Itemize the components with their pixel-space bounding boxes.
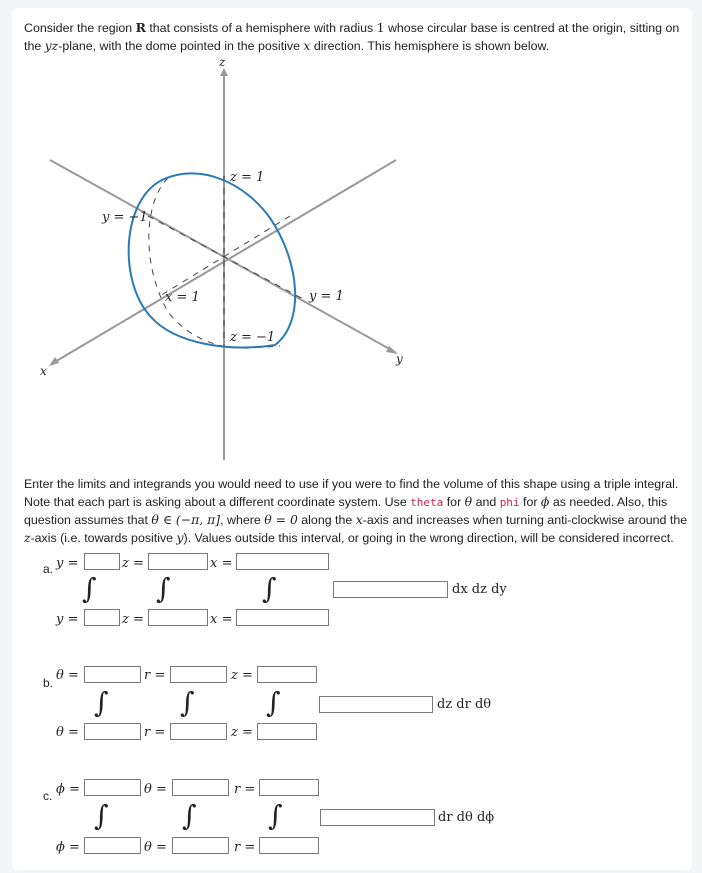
part-a-v2-lower-label: z =: [122, 612, 144, 627]
part-a-differential: dx dz dy: [452, 582, 507, 597]
part-c-phi-lower-input[interactable]: [84, 837, 141, 854]
z-pos-label: z = 1: [230, 170, 265, 185]
part-a-v3-lower-label: x =: [210, 612, 233, 627]
part-b-v3-upper-label: z =: [231, 668, 253, 683]
part-b-z-lower-input[interactable]: [257, 723, 317, 740]
intro-line-1: Consider the region R that consists of a hemisphere with radius 1 whose circular base is centred at the origin, sitting on: [24, 20, 680, 35]
z-axis-label: z: [219, 55, 226, 69]
part-a-label: a.: [43, 562, 54, 576]
part-b-differential: dz dr dθ: [437, 697, 492, 712]
instructions-line-4: z-axis (i.e. towards positive y). Values outside this interval, or going in the wrong direction, will be considered incorrect.: [24, 530, 674, 545]
part-a-v2-upper-label: z =: [122, 556, 144, 571]
part-c-r-upper-input[interactable]: [259, 779, 319, 796]
part-a-x-upper-input[interactable]: [236, 553, 329, 570]
part-a-integral-3: ∫: [262, 572, 277, 605]
x-axis-label: x: [40, 364, 47, 378]
part-c-theta-upper-input[interactable]: [172, 779, 229, 796]
instructions-line-1: Enter the limits and integrands you would need to use if you were to find the volume of this shape using a triple integral.: [24, 477, 679, 491]
part-b-label: b.: [43, 676, 54, 690]
part-a-v1-upper-label: y =: [56, 556, 79, 571]
y-axis-label: y: [396, 352, 403, 366]
part-a-integral-1: ∫: [82, 572, 97, 605]
part-b-v1-lower-label: θ =: [56, 725, 79, 740]
part-a-z-lower-input[interactable]: [148, 609, 208, 626]
instructions-line-2: Note that each part is asking about a different coordinate system. Use theta for θ and phi for ϕ as needed. Also, this: [24, 494, 668, 509]
part-a-x-lower-input[interactable]: [236, 609, 329, 626]
part-a-v3-upper-label: x =: [210, 556, 233, 571]
part-b-v1-upper-label: θ =: [56, 668, 79, 683]
z-neg-label: z = −1: [230, 330, 276, 345]
part-b-theta-upper-input[interactable]: [84, 666, 141, 683]
part-c-integrand-input[interactable]: [320, 809, 435, 826]
part-b-v2-upper-label: r =: [144, 668, 166, 683]
part-b-integrand-input[interactable]: [319, 696, 433, 713]
part-c-phi-upper-input[interactable]: [84, 779, 141, 796]
part-b-integral-2: ∫: [180, 686, 195, 719]
y-pos-label: y = 1: [309, 289, 344, 304]
dome-outline: [129, 173, 295, 347]
part-a-integral-2: ∫: [156, 572, 171, 605]
part-a-integrand-input[interactable]: [333, 581, 448, 598]
part-c-v1-lower-label: ϕ =: [56, 840, 80, 855]
part-c-v3-upper-label: r =: [234, 782, 256, 797]
part-a-y-upper-input[interactable]: [84, 553, 120, 570]
z-axis-arrow: [220, 68, 228, 76]
part-b-z-upper-input[interactable]: [257, 666, 317, 683]
y-neg-label: y = −1: [102, 210, 148, 225]
part-c-v2-upper-label: θ =: [144, 782, 167, 797]
part-b-integral-3: ∫: [266, 686, 281, 719]
instructions-line-3: question assumes that θ ∈ (−π, π], where θ = 0 along the x-axis and increases when turning anti-clockwise around the: [24, 512, 688, 527]
x-pos-label: x = 1: [165, 290, 200, 305]
part-c-integral-2: ∫: [182, 799, 197, 832]
part-c-integral-1: ∫: [94, 799, 109, 832]
part-c-v2-lower-label: θ =: [144, 840, 167, 855]
part-a-v1-lower-label: y =: [56, 612, 79, 627]
intro-line-2: the yz-plane, with the dome pointed in the positive x direction. This hemisphere is shown below.: [24, 38, 550, 53]
part-c-label: c.: [43, 789, 53, 803]
part-b-r-lower-input[interactable]: [170, 723, 227, 740]
radius-value: 1: [376, 20, 385, 35]
part-b-v2-lower-label: r =: [144, 725, 166, 740]
part-c-theta-lower-input[interactable]: [172, 837, 229, 854]
region-symbol: R: [135, 20, 146, 35]
part-c-differential: dr dθ dϕ: [438, 810, 495, 825]
part-b-r-upper-input[interactable]: [170, 666, 227, 683]
part-c-v1-upper-label: ϕ =: [56, 782, 80, 797]
part-c-v3-lower-label: r =: [234, 840, 256, 855]
part-c-r-lower-input[interactable]: [259, 837, 319, 854]
part-b-v3-lower-label: z =: [231, 725, 253, 740]
part-b-theta-lower-input[interactable]: [84, 723, 141, 740]
part-c-integral-3: ∫: [268, 799, 283, 832]
part-b-integral-1: ∫: [94, 686, 109, 719]
part-a-y-lower-input[interactable]: [84, 609, 120, 626]
part-a-z-upper-input[interactable]: [148, 553, 208, 570]
x-axis-arrow: [49, 357, 59, 366]
